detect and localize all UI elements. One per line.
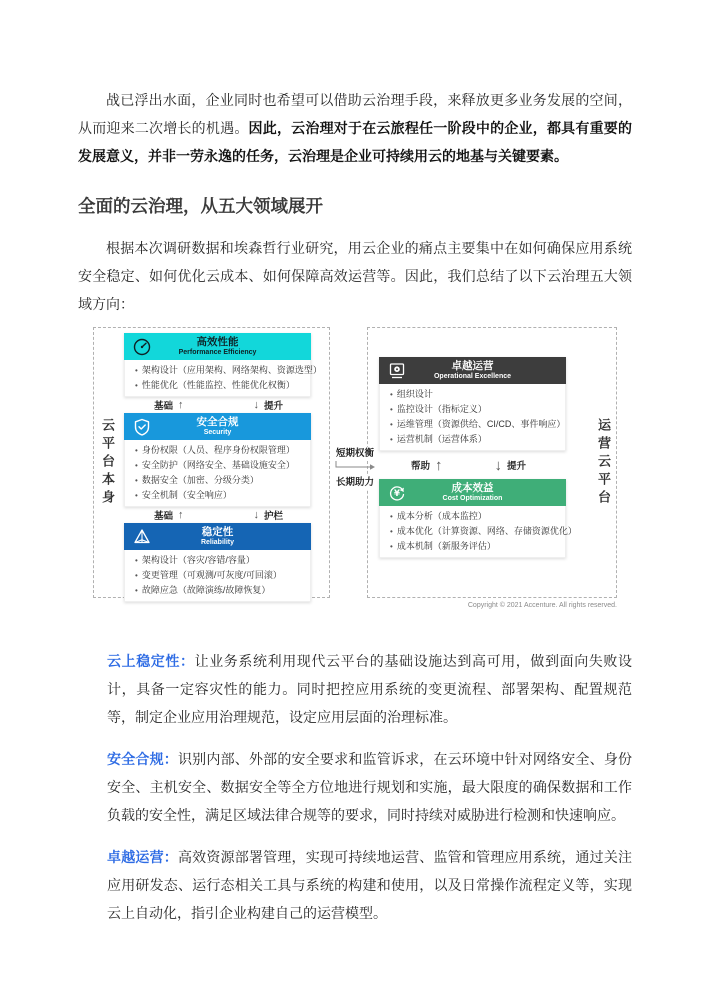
cost-header — [379, 479, 566, 506]
term-lead: 安全合规： — [107, 751, 178, 767]
list-item: • 安全机制（安全响应） — [135, 488, 306, 503]
box-cost-optimization — [379, 479, 577, 558]
gauge-icon — [132, 337, 152, 357]
up-arrow-icon: ↑ — [178, 508, 184, 521]
connector-label: 帮助 — [411, 461, 431, 472]
list-item: • 成本分析（成本监控） — [390, 509, 561, 524]
cloud-governance-diagram — [93, 327, 617, 619]
connector-row-operational-cost — [379, 451, 566, 479]
list-item: • 成本优化（计算资源、网络、存储资源优化） — [390, 524, 561, 539]
connector-label: 护栏 — [263, 511, 283, 522]
list-item: • 数据安全（加密、分级分类） — [135, 473, 306, 488]
list-item: • 变更管理（可观测/可灰度/可回滚） — [135, 568, 306, 583]
connector-row-security-reliability — [124, 507, 311, 523]
operational-header — [379, 357, 566, 384]
list-item: • 安全防护（网络安全、基础设施安全） — [135, 458, 306, 473]
term-lead: 云上稳定性： — [107, 653, 195, 669]
intro-paragraph — [78, 86, 632, 170]
connector-row-performance-security — [124, 397, 311, 413]
up-arrow-icon: ↑ — [435, 456, 443, 474]
list-item: • 故障应急（故障演练/故障恢复） — [135, 583, 306, 598]
security-header — [124, 413, 311, 440]
connector-label-long-term: 长期助力 — [335, 477, 374, 488]
reliability-header — [124, 523, 311, 550]
box-reliability — [124, 523, 311, 602]
box-subtitle: Cost Optimization — [442, 495, 503, 503]
operational-items — [379, 384, 566, 451]
ops-platform-label: 运营云平台 — [596, 417, 611, 508]
box-operational-excellence — [379, 357, 566, 451]
term-text: 让业务系统利用现代云平台的基础设施达到高可用，做到面向失败设计，具备一定容灾性的能力。同时把控应用系统的变更流程、部署架构、配置规范等，制定企业应用治理规范，设定应用层面的治理标准。 — [107, 653, 633, 725]
list-item: • 身份权限（人员、程序身份权限管理） — [135, 443, 306, 458]
section-heading: 全面的云治理，从五大领域展开 — [78, 196, 323, 216]
left-box-stack — [124, 333, 322, 602]
box-security — [124, 413, 311, 507]
box-subtitle: Security — [203, 429, 232, 437]
connector-label: 基础 — [154, 401, 174, 412]
term-paragraph-operations — [107, 843, 632, 927]
cost-items — [379, 506, 577, 558]
box-subtitle: Reliability — [200, 539, 235, 547]
list-item: • 运维管理（资源供给、CI/CD、事件响应） — [390, 417, 561, 432]
elbow-arrow-icon — [332, 461, 378, 472]
summary-paragraph: 根据本次调研数据和埃森哲行业研究，用云企业的痛点主要集中在如何确保应用系统安全稳定、如何优化云成本、如何保障高效运营等。因此，我们总结了以下云治理五大领域方向： — [78, 240, 632, 312]
connector-label: 基础 — [154, 511, 174, 522]
panel-connector — [321, 443, 389, 490]
list-item: • 架构设计（应用架构、网络架构、资源选型） — [135, 363, 306, 378]
svg-text:¥: ¥ — [394, 488, 400, 499]
connector-label-short-term: 短期权衡 — [335, 448, 374, 459]
intro-bold-text: 因此，云治理对于在云旅程任一阶段中的企业，都具有重要的发展意义，并非一劳永逸的任务，云治理是企业可持续用云的地基与关键要素。 — [78, 120, 633, 164]
list-item: • 运营机制（运营体系） — [390, 432, 561, 447]
box-title: 卓越运营 — [451, 359, 494, 372]
list-item: • 架构设计（容灾/容错/容量） — [135, 553, 306, 568]
gear-console-icon — [387, 361, 407, 381]
box-subtitle: Performance Efficiency — [178, 349, 257, 357]
list-item: • 组织设计 — [390, 387, 561, 402]
performance-items — [124, 360, 322, 397]
down-arrow-icon: ↓ — [253, 508, 259, 521]
box-title: 成本效益 — [451, 481, 494, 494]
term-paragraph-security — [107, 745, 632, 829]
term-text: 识别内部、外部的安全要求和监管诉求，在云环境中针对网络安全、身份安全、主机安全、数据安全等全方位地进行规划和实施，最大限度的确保数据和工作负载的安全性，满足区域法律合规等的要求，同时持续对威胁进行检测和快速响应。 — [107, 751, 633, 823]
cloud-platform-label: 云平台本身 — [100, 417, 115, 508]
box-title: 安全合规 — [196, 415, 239, 428]
term-lead: 卓越运营： — [107, 849, 178, 865]
connector-label: 提升 — [506, 461, 526, 472]
box-subtitle: Operational Excellence — [433, 373, 512, 381]
pyramid-icon — [132, 527, 152, 547]
list-item: • 监控设计（指标定义） — [390, 402, 561, 417]
term-text: 高效资源部署管理，实现可持续地运营、监管和管理应用系统，通过关注应用研发态、运行态相关工具与系统的构建和使用，以及日常操作流程定义等，实现云上自动化，指引企业构建自己的运营模型。 — [107, 849, 633, 921]
down-arrow-icon: ↓ — [253, 398, 259, 411]
reliability-items — [124, 550, 311, 602]
term-paragraph-stability — [107, 647, 632, 731]
performance-header — [124, 333, 311, 360]
box-title: 稳定性 — [201, 525, 234, 538]
copyright-note: Copyright © 2021 Accenture. All rights reserved. — [467, 602, 617, 609]
box-performance-efficiency — [124, 333, 322, 397]
list-item: • 性能优化（性能监控、性能优化权衡） — [135, 378, 306, 393]
shield-check-icon — [132, 417, 152, 437]
up-arrow-icon: ↑ — [178, 398, 184, 411]
list-item: • 成本机制（新服务评估） — [390, 539, 561, 554]
box-title: 高效性能 — [196, 335, 239, 348]
connector-label: 提升 — [263, 401, 283, 412]
down-arrow-icon: ↓ — [494, 456, 502, 474]
right-box-stack — [379, 357, 577, 558]
intro-text: 战已浮出水面，企业同时也希望可以借助云治理手段，来释放更多业务发展的空间，从而迎来二次增长的机遇。 — [78, 92, 632, 136]
cost-cycle-icon — [387, 483, 407, 503]
security-items — [124, 440, 311, 507]
